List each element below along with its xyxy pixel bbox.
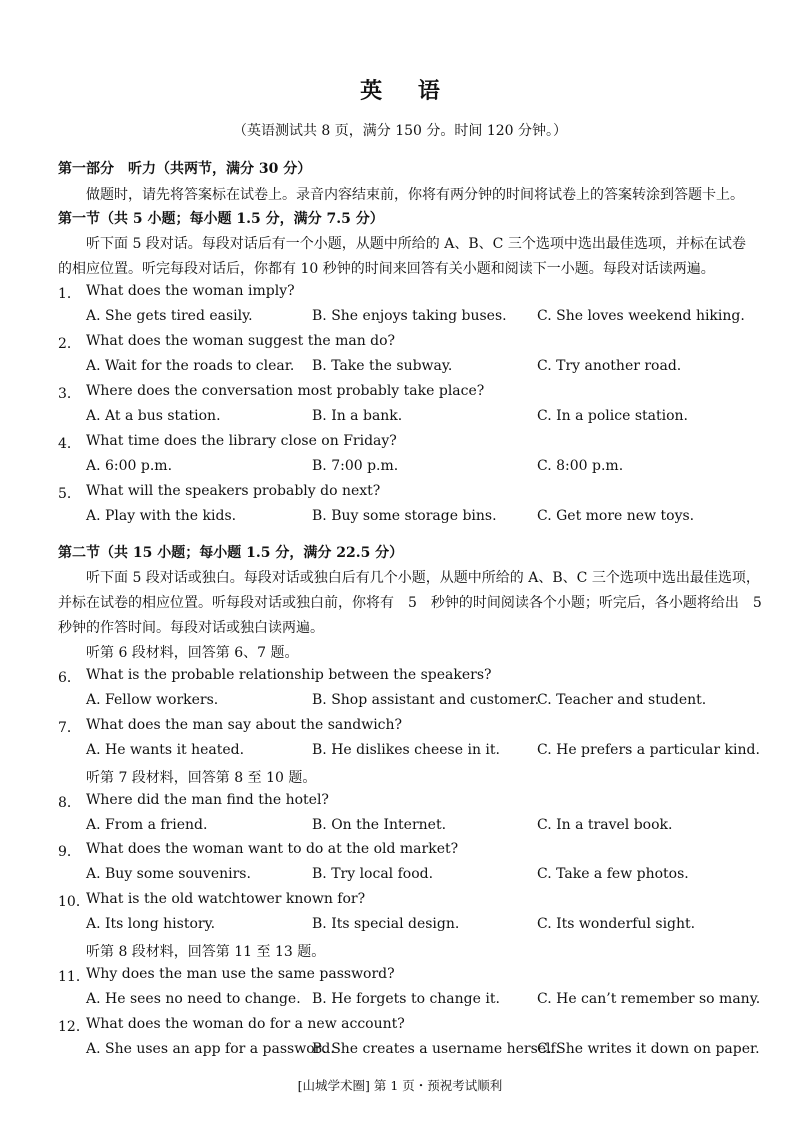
question-text: What will the speakers probably do next? [86, 483, 381, 499]
option-a: A. 6:00 p.m. [86, 458, 173, 474]
option-b: B. She creates a username herself. [312, 1041, 560, 1057]
option-a: A. She gets tired easily. [86, 308, 253, 324]
section1-instruction-line1: 听下面 5 段对话。每段对话后有一个小题，从题中所给的 A、B、C 三个选项中选出最佳选项，并标在试卷 [86, 236, 746, 252]
option-b: B. Take the subway. [312, 358, 453, 374]
question-number: 6． [58, 670, 81, 686]
question-number: 8． [58, 795, 81, 811]
option-a: A. Play with the kids. [86, 508, 237, 524]
question-number: 1． [58, 286, 81, 302]
option-c: C. Try another road. [537, 358, 682, 374]
question-number: 10． [58, 894, 90, 910]
option-c: C. He can’t remember so many. [537, 991, 761, 1007]
material-6-note: 听第 6 段材料，回答第 6、7 题。 [86, 645, 299, 661]
option-c: C. She writes it down on paper. [537, 1041, 760, 1057]
option-a: A. He wants it heated. [86, 742, 245, 758]
option-c: C. In a police station. [537, 408, 688, 424]
option-b: B. Try local food. [312, 866, 434, 882]
page-footer: [山城学术圈] 第 1 页・预祝考试顺利 [297, 1078, 503, 1093]
option-b: B. He forgets to change it. [312, 991, 500, 1007]
option-c: C. Get more new toys. [537, 508, 695, 524]
question-number: 11． [58, 969, 90, 985]
material-7-note: 听第 7 段材料，回答第 8 至 10 题。 [86, 770, 317, 786]
option-a: A. Wait for the roads to clear. [86, 358, 295, 374]
question-number: 2． [58, 336, 81, 352]
option-a: A. Fellow workers. [86, 692, 219, 708]
question-text: What does the woman imply? [86, 283, 295, 299]
option-b: B. On the Internet. [312, 817, 447, 833]
option-a: A. She uses an app for a password. [86, 1041, 335, 1057]
option-b: B. Shop assistant and customer. [312, 692, 540, 708]
question-number: 5． [58, 486, 81, 502]
option-c: C. He prefers a particular kind. [537, 742, 760, 758]
question-number: 9． [58, 844, 81, 860]
question-text: What does the woman suggest the man do? [86, 333, 396, 349]
option-c: C. Take a few photos. [537, 866, 689, 882]
question-text: What is the probable relationship between the speakers? [86, 667, 492, 683]
option-c: C. Teacher and student. [537, 692, 707, 708]
material-8-note: 听第 8 段材料，回答第 11 至 13 题。 [86, 944, 326, 960]
section1-instruction-line2: 的相应位置。听完每段对话后，你都有 10 秒钟的时间来回答有关小题和阅读下一小题。每段对话读两遍。 [58, 261, 715, 277]
option-a: A. He sees no need to change. [86, 991, 301, 1007]
option-c: C. She loves weekend hiking. [537, 308, 745, 324]
question-text: What does the man say about the sandwich? [86, 717, 403, 733]
question-text: What does the woman want to do at the old market? [86, 841, 459, 857]
section2-instruction-line2: 并标在试卷的相应位置。听每段对话或独白前，你将有 5 秒钟的时间阅读各个小题；听完后，各小题将给出 5 [58, 595, 762, 611]
question-number: 12． [58, 1019, 90, 1035]
option-c: C. 8:00 p.m. [537, 458, 624, 474]
option-a: A. Its long history. [86, 916, 216, 932]
option-b: B. She enjoys taking buses. [312, 308, 507, 324]
question-text: What does the woman do for a new account? [86, 1016, 405, 1032]
option-c: C. In a travel book. [537, 817, 673, 833]
option-b: B. He dislikes cheese in it. [312, 742, 500, 758]
question-text: Where does the conversation most probably take place? [86, 383, 485, 399]
question-text: Where did the man find the hotel? [86, 792, 329, 808]
option-b: B. In a bank. [312, 408, 403, 424]
option-b: B. 7:00 p.m. [312, 458, 399, 474]
question-text: What is the old watchtower known for? [86, 891, 366, 907]
part1-instruction: 做题时，请先将答案标在试卷上。录音内容结束前，你将有两分钟的时间将试卷上的答案转涂到答题卡上。 [86, 187, 744, 203]
option-a: A. From a friend. [86, 817, 208, 833]
page-title: 英 语 [360, 78, 454, 104]
question-text: Why does the man use the same password? [86, 966, 395, 982]
option-b: B. Its special design. [312, 916, 460, 932]
section2-instruction-line3: 秒钟的作答时间。每段对话或独白读两遍。 [58, 620, 324, 636]
part1-heading: 第一部分 听力（共两节，满分 30 分） [58, 161, 312, 177]
option-a: A. Buy some souvenirs. [86, 866, 251, 882]
page-subtitle: （英语测试共 8 页，满分 150 分。时间 120 分钟。） [232, 123, 568, 139]
option-a: A. At a bus station. [86, 408, 221, 424]
question-number: 4． [58, 436, 81, 452]
question-number: 7． [58, 720, 81, 736]
option-b: B. Buy some storage bins. [312, 508, 497, 524]
option-c: C. Its wonderful sight. [537, 916, 696, 932]
section2-instruction-line1: 听下面 5 段对话或独白。每段对话或独白后有几个小题，从题中所给的 A、B、C 三个选项中选出最佳选项， [86, 570, 760, 586]
question-text: What time does the library close on Friday? [86, 433, 397, 449]
section1-heading: 第一节（共 5 小题；每小题 1.5 分，满分 7.5 分） [58, 211, 384, 227]
section2-heading: 第二节（共 15 小题；每小题 1.5 分，满分 22.5 分） [58, 545, 404, 561]
question-number: 3． [58, 386, 81, 402]
